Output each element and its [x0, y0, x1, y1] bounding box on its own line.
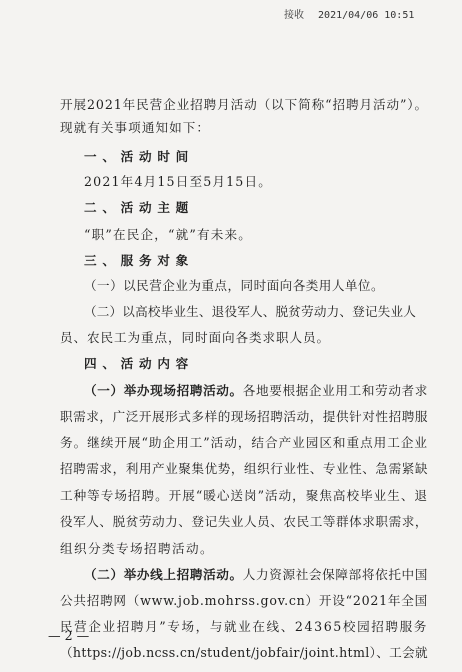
line-text: 职需求，广泛开展形式多样的现场招聘活动，提供针对性招聘服: [60, 409, 428, 424]
text-line: [84, 383, 428, 399]
line-text: 人力资源社会保障部将依托中国: [242, 567, 429, 582]
text-line: [60, 409, 428, 425]
text-line: [60, 488, 428, 504]
line-text: 三、服务对象: [84, 253, 195, 268]
line-text: 公共招聘网（www.job.mohrss.gov.cn）开设“2021年全国: [60, 593, 428, 608]
fax-header: [284, 6, 414, 21]
text-line: [60, 541, 214, 557]
line-text: 现就有关事项通知如下：: [60, 120, 211, 135]
bold-lead: （二）举办线上招聘活动。: [84, 567, 243, 582]
line-text: 员、农民工为重点，同时面向各类求职人员。: [60, 330, 330, 345]
text-line: [84, 567, 428, 583]
line-text: 务。继续开展“助企用工”活动，结合产业园区和重点用工企业: [60, 435, 428, 450]
text-line: [60, 330, 330, 346]
text-line: [60, 461, 428, 477]
text-line: [60, 593, 428, 609]
line-text: 二、活动主题: [84, 200, 195, 215]
section-heading: [84, 356, 194, 372]
line-text: “职”在民企，“就”有未来。: [84, 227, 252, 242]
line-text: 开展2021年民营企业招聘月活动（以下简称“招聘月活动”）。: [60, 97, 428, 112]
bold-lead: （一）举办现场招聘活动。: [84, 383, 243, 398]
line-text: 2021年4月15日至5月15日。: [84, 174, 272, 189]
line-text: 四、活动内容: [84, 356, 195, 371]
page-number: — 2 —: [48, 628, 90, 643]
line-text: 各地要根据企业用工和劳动者求: [242, 383, 429, 398]
line-text: 工种等专场招聘。开展“暖心送岗”活动，聚焦高校毕业生、退: [60, 488, 428, 503]
section-heading: [84, 253, 194, 269]
line-text: （二）以高校毕业生、退役军人、脱贫劳动力、登记失业人: [84, 304, 416, 319]
line-text: 役军人、脱贫劳动力、登记失业人员、农民工等群体求职需求，: [60, 514, 428, 529]
line-text: （一）以民营企业为重点，同时面向各类用人单位。: [84, 278, 385, 293]
section-heading: [84, 200, 194, 216]
text-line: [60, 97, 428, 113]
line-text: 民营企业招聘月”专场，与就业在线、24365校园招聘服务: [60, 619, 428, 634]
line-text: （https://job.ncss.cn/student/jobfair/joint.html）、工会就: [60, 645, 428, 660]
text-line: [84, 278, 384, 294]
fax-label: 接收: [284, 10, 304, 21]
line-text: 招聘需求，利用产业聚集优势，组织行业性、专业性、急需紧缺: [60, 461, 428, 476]
text-line: [60, 514, 428, 530]
text-line: [60, 120, 210, 136]
line-text: 组织分类专场招聘活动。: [60, 541, 214, 556]
text-line: [84, 304, 416, 320]
line-text: 一、活动时间: [84, 149, 195, 164]
fax-timestamp: 2021/04/06 10:51: [318, 10, 415, 21]
text-line: [84, 227, 252, 243]
text-line: [60, 435, 428, 451]
section-heading: [84, 149, 194, 165]
text-line: [84, 174, 272, 190]
text-line: [60, 619, 428, 635]
text-line: [60, 645, 428, 661]
